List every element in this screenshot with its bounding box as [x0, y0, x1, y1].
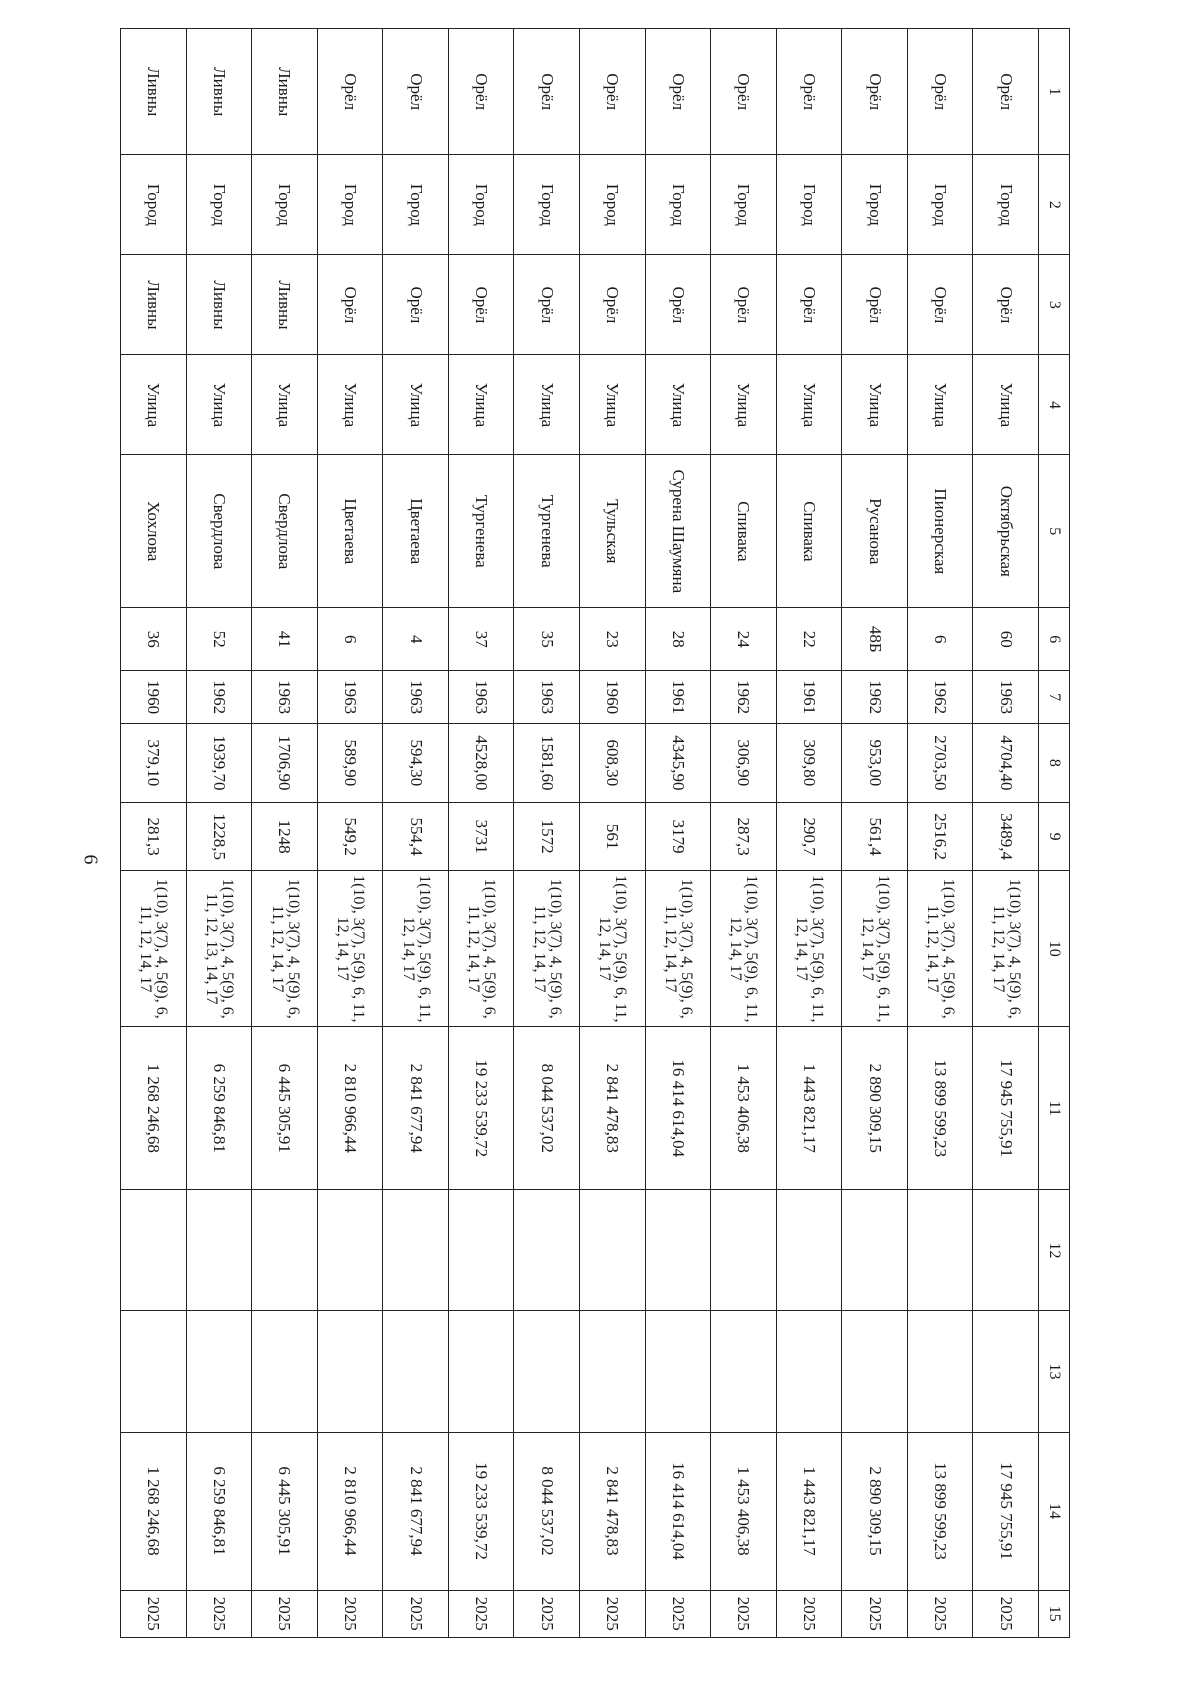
year-plan-cell: 2025 — [776, 1590, 842, 1637]
area-living-cell: 561,4 — [842, 802, 908, 870]
header-cell: 5 — [1039, 455, 1070, 608]
col12-cell — [645, 1190, 711, 1311]
municipality-cell: Ливны — [252, 29, 318, 155]
works-table — [120, 28, 1070, 1638]
house-number-cell: 24 — [711, 608, 777, 671]
municipality-cell: Орёл — [645, 29, 711, 155]
settlement-cell: Ливны — [186, 255, 252, 355]
municipality-cell: Орёл — [514, 29, 580, 155]
street-type-cell: Улица — [448, 355, 514, 455]
house-number-cell: 60 — [973, 608, 1039, 671]
total-cost-cell: 2 841 677,94 — [383, 1027, 449, 1190]
header-cell: 4 — [1039, 355, 1070, 455]
settlement-cell: Орёл — [711, 255, 777, 355]
cost-cell: 2 841 677,94 — [383, 1432, 449, 1590]
municipality-cell: Ливны — [186, 29, 252, 155]
house-number-cell: 36 — [121, 608, 187, 671]
settlement-type-cell: Город — [383, 155, 449, 255]
year-cell: 1962 — [842, 671, 908, 724]
col13-cell — [186, 1311, 252, 1432]
year-cell: 1961 — [645, 671, 711, 724]
municipality-cell: Ливны — [121, 29, 187, 155]
cost-cell: 2 841 478,83 — [580, 1432, 646, 1590]
col13-cell — [448, 1311, 514, 1432]
year-cell: 1963 — [317, 671, 383, 724]
cost-cell: 6 445 305,91 — [252, 1432, 318, 1590]
col13-cell — [252, 1311, 318, 1432]
col12-cell — [973, 1190, 1039, 1311]
header-cell: 6 — [1039, 608, 1070, 671]
table-row — [973, 29, 1039, 1638]
year-plan-cell: 2025 — [580, 1590, 646, 1637]
header-cell: 12 — [1039, 1190, 1070, 1311]
street-type-cell: Улица — [973, 355, 1039, 455]
work-codes-cell: 1(10), 3(7), 4, 5(9), 6, 11, 12, 14, 17 — [448, 871, 514, 1027]
total-cost-cell: 1 268 246,68 — [121, 1027, 187, 1190]
table-row — [580, 29, 646, 1638]
col12-cell — [121, 1190, 187, 1311]
work-codes-cell: 1(10), 3(7), 5(9), 6, 11, 12, 14, 17 — [580, 871, 646, 1027]
settlement-type-cell: Город — [645, 155, 711, 255]
street-cell: Русанова — [842, 455, 908, 608]
header-cell: 1 — [1039, 29, 1070, 155]
table-row — [907, 29, 973, 1638]
house-number-cell: 41 — [252, 608, 318, 671]
header-row — [1039, 29, 1070, 1638]
work-codes-cell: 1(10), 3(7), 4, 5(9), 6, 11, 12, 14, 17 — [121, 871, 187, 1027]
street-cell: Тульская — [580, 455, 646, 608]
area-total-cell: 608,30 — [580, 723, 646, 802]
header-cell: 13 — [1039, 1311, 1070, 1432]
page-number: 6 — [79, 854, 102, 865]
settlement-cell: Ливны — [121, 255, 187, 355]
work-codes-cell: 1(10), 3(7), 4, 5(9), 6, 11, 12, 14, 17 — [907, 871, 973, 1027]
settlement-cell: Ливны — [252, 255, 318, 355]
area-total-cell: 2703,50 — [907, 723, 973, 802]
year-plan-cell: 2025 — [842, 1590, 908, 1637]
municipality-cell: Орёл — [580, 29, 646, 155]
table-row — [711, 29, 777, 1638]
total-cost-cell: 6 259 846,81 — [186, 1027, 252, 1190]
col12-cell — [514, 1190, 580, 1311]
table-row — [448, 29, 514, 1638]
total-cost-cell: 1 443 821,17 — [776, 1027, 842, 1190]
house-number-cell: 52 — [186, 608, 252, 671]
year-plan-cell: 2025 — [186, 1590, 252, 1637]
year-plan-cell: 2025 — [645, 1590, 711, 1637]
area-total-cell: 1706,90 — [252, 723, 318, 802]
work-codes-cell: 1(10), 3(7), 4, 5(9), 6, 11, 12, 14, 17 — [514, 871, 580, 1027]
area-total-cell: 1939,70 — [186, 723, 252, 802]
work-codes-cell: 1(10), 3(7), 5(9), 6, 11, 12, 14, 17 — [317, 871, 383, 1027]
cost-cell: 2 810 966,44 — [317, 1432, 383, 1590]
settlement-type-cell: Город — [580, 155, 646, 255]
street-type-cell: Улица — [645, 355, 711, 455]
house-number-cell: 35 — [514, 608, 580, 671]
area-living-cell: 554,4 — [383, 802, 449, 870]
area-total-cell: 306,90 — [711, 723, 777, 802]
cost-cell: 1 268 246,68 — [121, 1432, 187, 1590]
settlement-type-cell: Город — [186, 155, 252, 255]
settlement-cell: Орёл — [776, 255, 842, 355]
work-codes-cell: 1(10), 3(7), 4, 5(9), 6, 11, 12, 13, 14, 17 — [186, 871, 252, 1027]
col13-cell — [842, 1311, 908, 1432]
street-type-cell: Улица — [121, 355, 187, 455]
street-cell: Свердлова — [252, 455, 318, 608]
year-cell: 1963 — [252, 671, 318, 724]
street-cell: Спивака — [776, 455, 842, 608]
municipality-cell: Орёл — [973, 29, 1039, 155]
work-codes-cell: 1(10), 3(7), 4, 5(9), 6, 11, 12, 14, 17 — [645, 871, 711, 1027]
area-total-cell: 953,00 — [842, 723, 908, 802]
house-number-cell: 48Б — [842, 608, 908, 671]
settlement-type-cell: Город — [711, 155, 777, 255]
settlement-type-cell: Город — [973, 155, 1039, 255]
col12-cell — [907, 1190, 973, 1311]
year-cell: 1963 — [448, 671, 514, 724]
year-plan-cell: 2025 — [711, 1590, 777, 1637]
area-living-cell: 1248 — [252, 802, 318, 870]
area-total-cell: 1581,60 — [514, 723, 580, 802]
cost-cell: 6 259 846,81 — [186, 1432, 252, 1590]
col12-cell — [186, 1190, 252, 1311]
municipality-cell: Орёл — [842, 29, 908, 155]
table-row — [383, 29, 449, 1638]
cost-cell: 19 233 539,72 — [448, 1432, 514, 1590]
header-cell: 15 — [1039, 1590, 1070, 1637]
street-cell: Хохлова — [121, 455, 187, 608]
settlement-cell: Орёл — [383, 255, 449, 355]
area-living-cell: 561 — [580, 802, 646, 870]
street-type-cell: Улица — [317, 355, 383, 455]
year-cell: 1962 — [186, 671, 252, 724]
house-number-cell: 22 — [776, 608, 842, 671]
settlement-type-cell: Город — [121, 155, 187, 255]
municipality-cell: Орёл — [383, 29, 449, 155]
col13-cell — [580, 1311, 646, 1432]
year-cell: 1960 — [580, 671, 646, 724]
total-cost-cell: 2 810 966,44 — [317, 1027, 383, 1190]
area-living-cell: 287,3 — [711, 802, 777, 870]
total-cost-cell: 6 445 305,91 — [252, 1027, 318, 1190]
table-row — [317, 29, 383, 1638]
table-row — [252, 29, 318, 1638]
area-living-cell: 1572 — [514, 802, 580, 870]
area-total-cell: 4345,90 — [645, 723, 711, 802]
area-living-cell: 3731 — [448, 802, 514, 870]
col12-cell — [448, 1190, 514, 1311]
settlement-type-cell: Город — [514, 155, 580, 255]
municipality-cell: Орёл — [317, 29, 383, 155]
area-total-cell: 309,80 — [776, 723, 842, 802]
area-living-cell: 549,2 — [317, 802, 383, 870]
year-plan-cell: 2025 — [514, 1590, 580, 1637]
street-type-cell: Улица — [711, 355, 777, 455]
settlement-type-cell: Город — [252, 155, 318, 255]
work-codes-cell: 1(10), 3(7), 5(9), 6, 11, 12, 14, 17 — [776, 871, 842, 1027]
col12-cell — [711, 1190, 777, 1311]
table-row — [776, 29, 842, 1638]
year-plan-cell: 2025 — [121, 1590, 187, 1637]
street-cell: Октябрьская — [973, 455, 1039, 608]
table-row — [186, 29, 252, 1638]
header-cell: 10 — [1039, 871, 1070, 1027]
table-row — [121, 29, 187, 1638]
settlement-type-cell: Город — [907, 155, 973, 255]
settlement-type-cell: Город — [842, 155, 908, 255]
header-cell: 3 — [1039, 255, 1070, 355]
cost-cell: 16 414 614,04 — [645, 1432, 711, 1590]
header-cell: 11 — [1039, 1027, 1070, 1190]
settlement-type-cell: Город — [776, 155, 842, 255]
street-type-cell: Улица — [907, 355, 973, 455]
year-cell: 1961 — [776, 671, 842, 724]
cost-cell: 2 890 309,15 — [842, 1432, 908, 1590]
col13-cell — [645, 1311, 711, 1432]
col12-cell — [317, 1190, 383, 1311]
area-total-cell: 4528,00 — [448, 723, 514, 802]
street-type-cell: Улица — [514, 355, 580, 455]
street-cell: Пионерская — [907, 455, 973, 608]
area-living-cell: 290,7 — [776, 802, 842, 870]
cost-cell: 13 899 599,23 — [907, 1432, 973, 1590]
settlement-cell: Орёл — [907, 255, 973, 355]
total-cost-cell: 8 044 537,02 — [514, 1027, 580, 1190]
street-cell: Тургенева — [448, 455, 514, 608]
house-number-cell: 4 — [383, 608, 449, 671]
table-body — [121, 29, 1039, 1638]
year-plan-cell: 2025 — [907, 1590, 973, 1637]
cost-cell: 8 044 537,02 — [514, 1432, 580, 1590]
col13-cell — [514, 1311, 580, 1432]
street-cell: Цветаева — [317, 455, 383, 608]
header-cell: 9 — [1039, 802, 1070, 870]
work-codes-cell: 1(10), 3(7), 4, 5(9), 6, 11, 12, 14, 17 — [973, 871, 1039, 1027]
work-codes-cell: 1(10), 3(7), 5(9), 6, 11, 12, 14, 17 — [842, 871, 908, 1027]
street-type-cell: Улица — [842, 355, 908, 455]
work-codes-cell: 1(10), 3(7), 5(9), 6, 11, 12, 14, 17 — [383, 871, 449, 1027]
house-number-cell: 23 — [580, 608, 646, 671]
col12-cell — [580, 1190, 646, 1311]
street-type-cell: Улица — [186, 355, 252, 455]
settlement-cell: Орёл — [317, 255, 383, 355]
street-type-cell: Улица — [252, 355, 318, 455]
total-cost-cell: 19 233 539,72 — [448, 1027, 514, 1190]
area-living-cell: 2516,2 — [907, 802, 973, 870]
house-number-cell: 28 — [645, 608, 711, 671]
col13-cell — [907, 1311, 973, 1432]
house-number-cell: 6 — [317, 608, 383, 671]
street-type-cell: Улица — [776, 355, 842, 455]
area-total-cell: 589,90 — [317, 723, 383, 802]
municipality-cell: Орёл — [711, 29, 777, 155]
total-cost-cell: 2 841 478,83 — [580, 1027, 646, 1190]
work-codes-cell: 1(10), 3(7), 5(9), 6, 11, 12, 14, 17 — [711, 871, 777, 1027]
work-codes-cell: 1(10), 3(7), 4, 5(9), 6, 11, 12, 14, 17 — [252, 871, 318, 1027]
header-cell: 2 — [1039, 155, 1070, 255]
rotated-table-container — [120, 28, 1070, 1638]
col12-cell — [842, 1190, 908, 1311]
total-cost-cell: 1 453 406,38 — [711, 1027, 777, 1190]
year-cell: 1963 — [973, 671, 1039, 724]
header-cell: 8 — [1039, 723, 1070, 802]
settlement-cell: Орёл — [842, 255, 908, 355]
area-living-cell: 3489,4 — [973, 802, 1039, 870]
street-cell: Свердлова — [186, 455, 252, 608]
total-cost-cell: 16 414 614,04 — [645, 1027, 711, 1190]
col12-cell — [383, 1190, 449, 1311]
settlement-cell: Орёл — [973, 255, 1039, 355]
area-total-cell: 4704,40 — [973, 723, 1039, 802]
municipality-cell: Орёл — [448, 29, 514, 155]
settlement-type-cell: Город — [317, 155, 383, 255]
year-plan-cell: 2025 — [252, 1590, 318, 1637]
street-type-cell: Улица — [383, 355, 449, 455]
year-cell: 1963 — [514, 671, 580, 724]
col13-cell — [973, 1311, 1039, 1432]
year-cell: 1960 — [121, 671, 187, 724]
settlement-cell: Орёл — [448, 255, 514, 355]
cost-cell: 1 443 821,17 — [776, 1432, 842, 1590]
settlement-cell: Орёл — [580, 255, 646, 355]
col13-cell — [317, 1311, 383, 1432]
year-plan-cell: 2025 — [383, 1590, 449, 1637]
total-cost-cell: 2 890 309,15 — [842, 1027, 908, 1190]
cost-cell: 17 945 755,91 — [973, 1432, 1039, 1590]
total-cost-cell: 13 899 599,23 — [907, 1027, 973, 1190]
year-plan-cell: 2025 — [448, 1590, 514, 1637]
col12-cell — [252, 1190, 318, 1311]
settlement-cell: Орёл — [645, 255, 711, 355]
house-number-cell: 37 — [448, 608, 514, 671]
street-cell: Спивака — [711, 455, 777, 608]
col13-cell — [776, 1311, 842, 1432]
area-living-cell: 1228,5 — [186, 802, 252, 870]
area-total-cell: 594,30 — [383, 723, 449, 802]
settlement-type-cell: Город — [448, 155, 514, 255]
header-cell: 7 — [1039, 671, 1070, 724]
year-cell: 1962 — [711, 671, 777, 724]
table-row — [514, 29, 580, 1638]
year-plan-cell: 2025 — [317, 1590, 383, 1637]
area-living-cell: 281,3 — [121, 802, 187, 870]
street-cell: Тургенева — [514, 455, 580, 608]
col12-cell — [776, 1190, 842, 1311]
col13-cell — [383, 1311, 449, 1432]
cost-cell: 1 453 406,38 — [711, 1432, 777, 1590]
street-cell: Цветаева — [383, 455, 449, 608]
year-plan-cell: 2025 — [973, 1590, 1039, 1637]
street-type-cell: Улица — [580, 355, 646, 455]
header-cell: 14 — [1039, 1432, 1070, 1590]
house-number-cell: 6 — [907, 608, 973, 671]
year-cell: 1963 — [383, 671, 449, 724]
col13-cell — [121, 1311, 187, 1432]
municipality-cell: Орёл — [776, 29, 842, 155]
settlement-cell: Орёл — [514, 255, 580, 355]
table-row — [842, 29, 908, 1638]
year-cell: 1962 — [907, 671, 973, 724]
col13-cell — [711, 1311, 777, 1432]
street-cell: Сурена Шаумяна — [645, 455, 711, 608]
area-living-cell: 3179 — [645, 802, 711, 870]
table-row — [645, 29, 711, 1638]
total-cost-cell: 17 945 755,91 — [973, 1027, 1039, 1190]
area-total-cell: 379,10 — [121, 723, 187, 802]
municipality-cell: Орёл — [907, 29, 973, 155]
